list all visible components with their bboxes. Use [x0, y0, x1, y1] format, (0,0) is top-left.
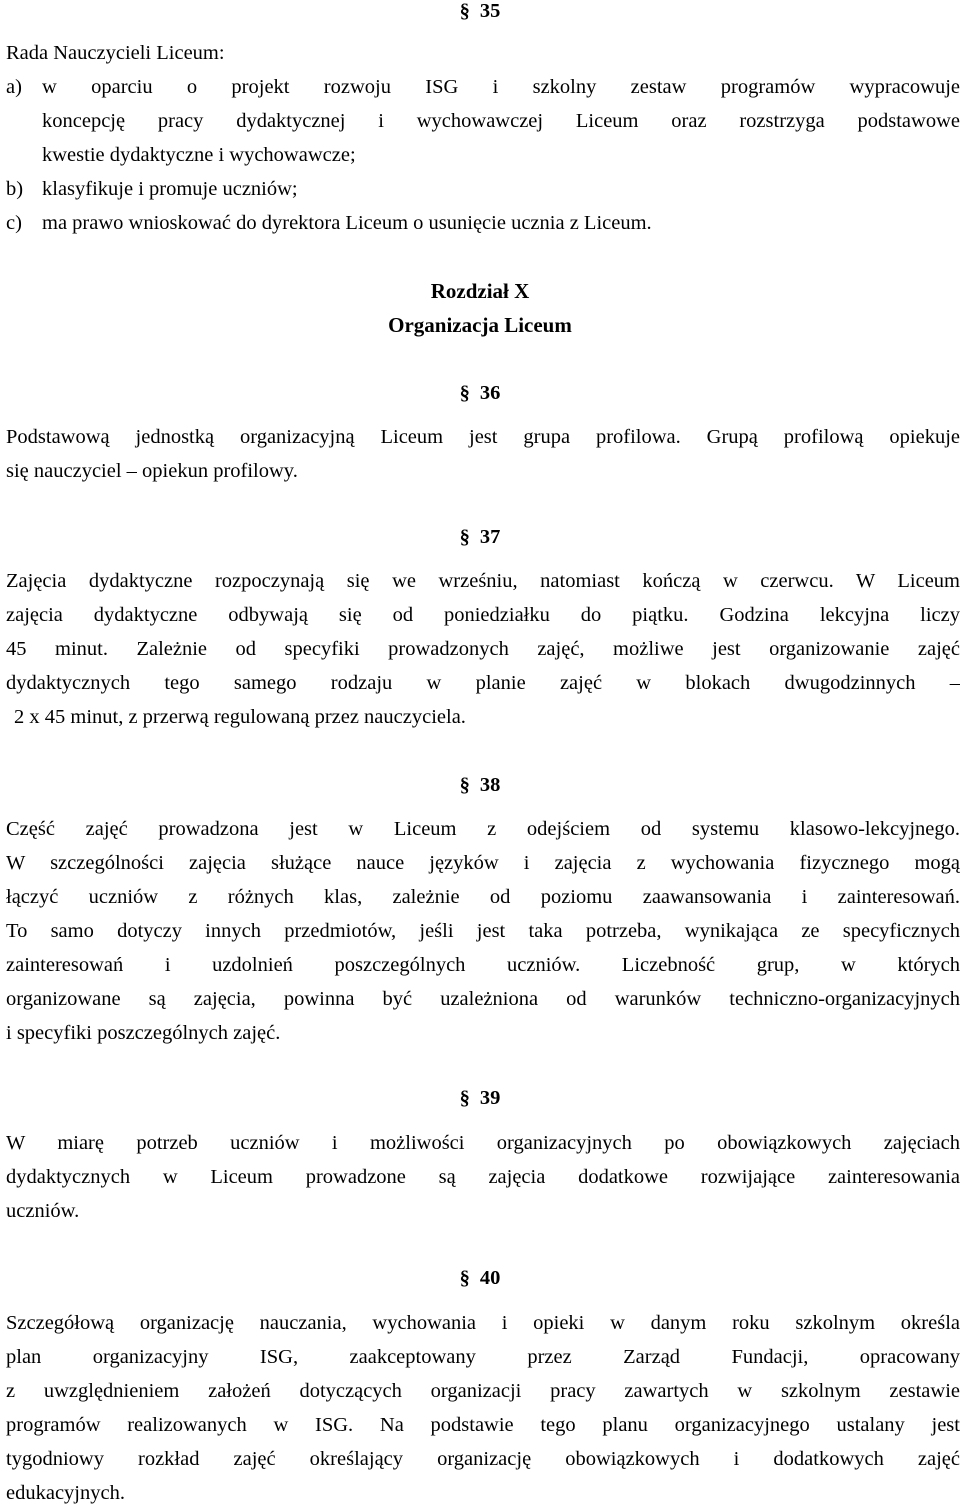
chapter-title: Organizacja Liceum: [388, 313, 572, 337]
s35-item-a-line-3: kwestie dydaktyczne i wychowawcze;: [42, 144, 356, 166]
section-number: 35: [479, 0, 501, 22]
s39-line-3: uczniów.: [6, 1200, 80, 1222]
s38-line-2: W szczególności zajęcia służące nauce języków i zajęcia z wychowania fizycznego mogą: [6, 852, 960, 874]
s40-line-3: z uwzględnieniem założeń dotyczących organizacji pracy zawartych w szkolnym zestawie: [6, 1380, 960, 1402]
s37-line-1: Zajęcia dydaktyczne rozpoczynają się we wrześniu, natomiast kończą w czerwcu. W Liceum: [6, 570, 960, 592]
section-symbol: §: [459, 1267, 470, 1289]
section-number: 38: [479, 774, 501, 796]
section-symbol: §: [459, 0, 470, 22]
s37-line-2: zajęcia dydaktyczne odbywają się od poniedziałku do piątku. Godzina lekcyjna liczy: [6, 604, 960, 626]
s39-body: [6, 1126, 960, 1228]
s40-line-4: programów realizowanych w ISG. Na podstawie tego planu organizacyjnego ustalany jest: [6, 1414, 960, 1436]
section-number: 37: [479, 526, 501, 548]
section-number: 36: [479, 382, 501, 404]
section-number: 40: [479, 1267, 501, 1289]
s40-line-2: plan organizacyjny ISG, zaakceptowany przez Zarząd Fundacji, opracowany: [6, 1346, 960, 1368]
s35-item-a: [6, 70, 960, 172]
section-38-heading: [0, 770, 960, 800]
s38-line-3: łączyć uczniów z różnych klas, zależnie od poziomu zaawansowania i zainteresowań.: [6, 886, 960, 908]
s37-line-4: dydaktycznych tego samego rodzaju w planie zajęć w blokach dwugodzinnych –: [6, 672, 960, 694]
section-symbol: §: [459, 526, 470, 548]
section-39-heading: [0, 1083, 960, 1113]
section-symbol: §: [459, 774, 470, 796]
s38-line-5: zainteresowań i uzdolnień poszczególnych uczniów. Liczebność grup, w których: [6, 954, 960, 976]
s37-body: [6, 564, 960, 734]
item-label: a): [6, 76, 22, 98]
s39-line-1: W miarę potrzeb uczniów i możliwości organizacyjnych po obowiązkowych zajęciach: [6, 1132, 960, 1154]
section-symbol: §: [459, 1087, 470, 1109]
chapter-number: Rozdział X: [430, 279, 530, 303]
s38-line-4: To samo dotyczy innych przedmiotów, jeśli jest taka potrzeba, wynikająca ze specyficznych: [6, 920, 960, 942]
s35-item-b: b) klasyfikuje i promuje uczniów;: [6, 172, 298, 206]
section-40-heading: [0, 1263, 960, 1293]
s40-line-1: Szczegółową organizację nauczania, wychowania i opieki w danym roku szkolnym określa: [6, 1312, 960, 1334]
section-37-heading: [0, 522, 960, 552]
s36-line-2: się nauczyciel – opiekun profilowy.: [6, 460, 298, 482]
s39-line-2: dydaktycznych w Liceum prowadzone są zajęcia dodatkowe rozwijające zainteresowania: [6, 1166, 960, 1188]
section-36-heading: [0, 378, 960, 408]
section-symbol: §: [459, 382, 470, 404]
s38-line-6: organizowane są zajęcia, powinna być uzależniona od warunków techniczno-organizacyjnych: [6, 988, 960, 1010]
s37-line-3: 45 minut. Zależnie od specyfiki prowadzonych zajęć, możliwe jest organizowanie zajęć: [6, 638, 960, 660]
s37-line-5: 2 x 45 minut, z przerwą regulowaną przez nauczyciela.: [14, 706, 466, 728]
item-label: b): [6, 178, 24, 200]
s38-line-7: i specyfiki poszczególnych zajęć.: [6, 1022, 281, 1044]
s40-line-5: tygodniowy rozkład zajęć określający organizację obowiązkowych i dodatkowych zajęć: [6, 1448, 960, 1470]
section-number: 39: [479, 1087, 501, 1109]
s38-line-1: Część zajęć prowadzona jest w Liceum z odejściem od systemu klasowo-lekcyjnego.: [6, 818, 960, 840]
s36-line-1: Podstawową jednostką organizacyjną Liceum jest grupa profilowa. Grupą profilową opiekuje: [6, 426, 960, 448]
s35-item-c: c) ma prawo wnioskować do dyrektora Liceum o usunięcie ucznia z Liceum.: [6, 206, 652, 240]
s36-body: [6, 420, 960, 488]
s38-body: [6, 812, 960, 1050]
section-35-heading: [0, 0, 960, 26]
s35-item-a-line-2: koncepcję pracy dydaktycznej i wychowawczej Liceum oraz rozstrzyga podstawowe: [42, 110, 960, 132]
s35-intro: Rada Nauczycieli Liceum:: [6, 42, 225, 64]
s40-body: [6, 1306, 960, 1510]
s40-line-6: edukacyjnych.: [6, 1482, 125, 1504]
s35-item-a-line-1: a) w oparciu o projekt rozwoju ISG i szkolny zestaw programów wypracowuje: [42, 70, 960, 104]
item-label: c): [6, 212, 22, 234]
